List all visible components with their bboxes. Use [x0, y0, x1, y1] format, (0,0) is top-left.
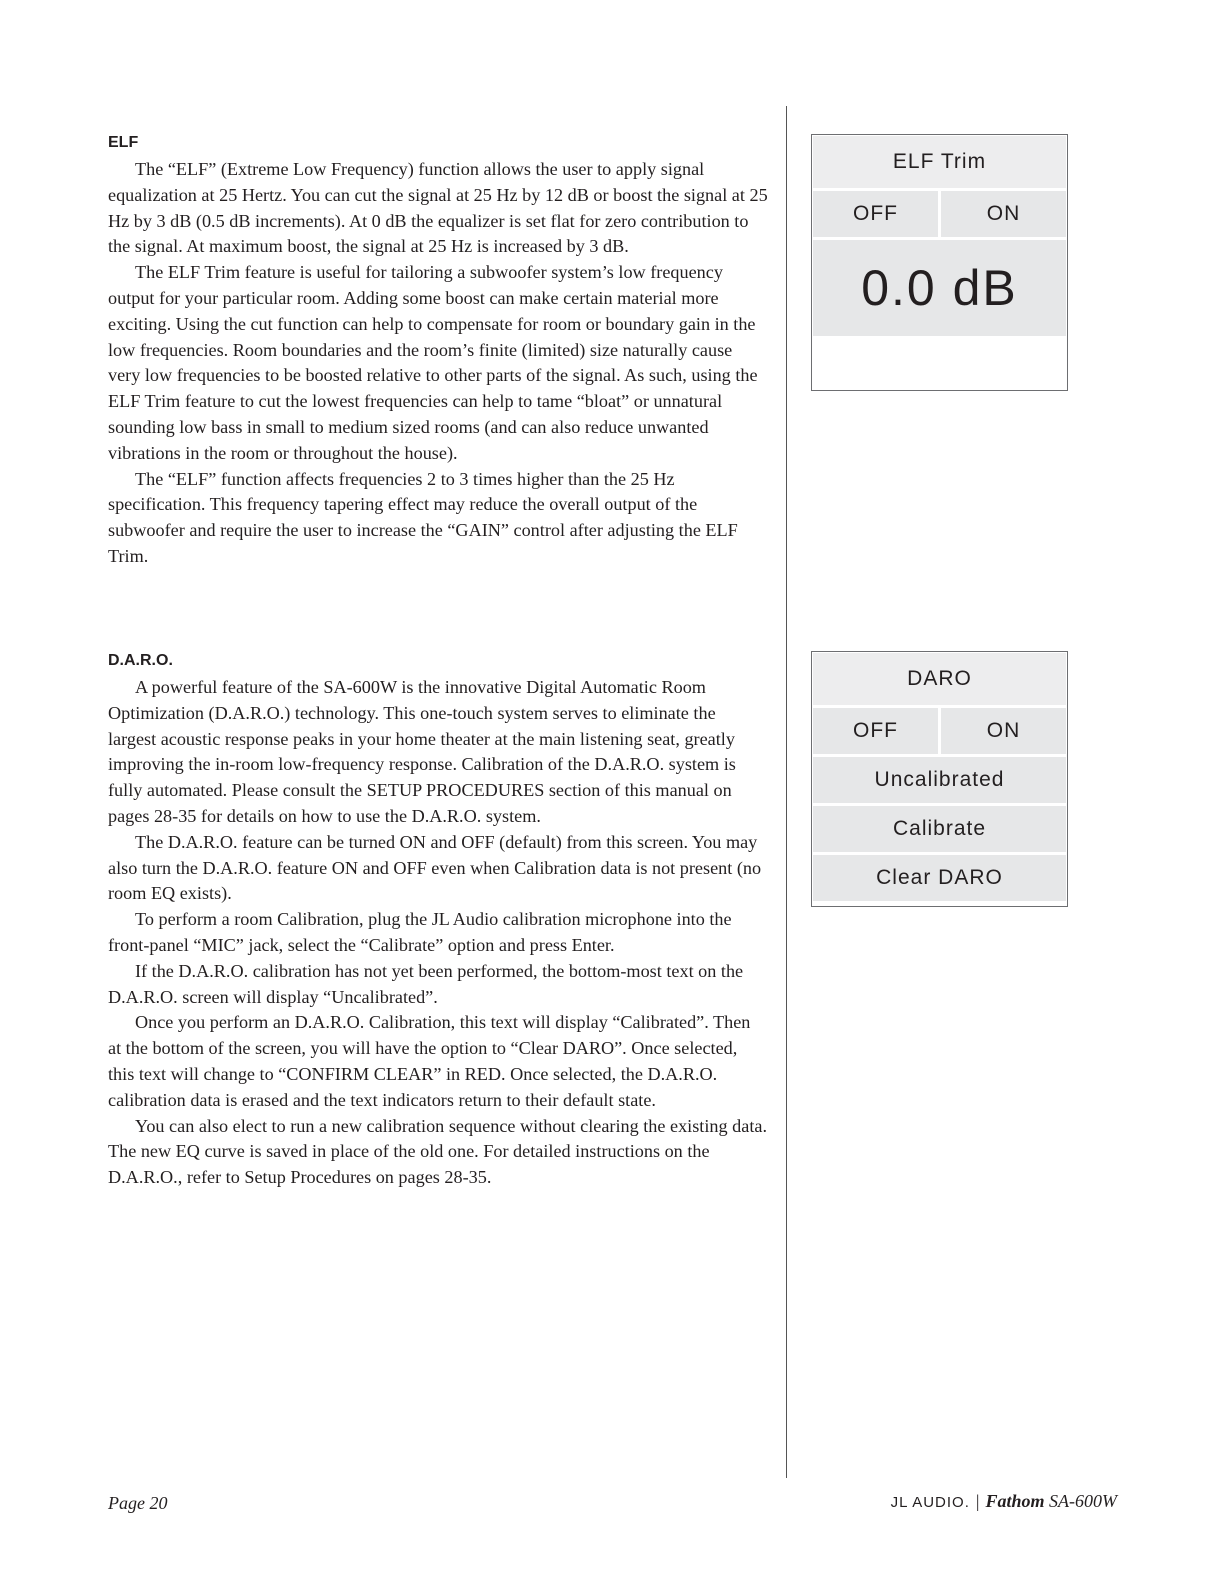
daro-calibrate-option: Calibrate: [813, 806, 1066, 852]
footer-brand: [891, 1491, 1117, 1512]
column-divider: [786, 106, 787, 1478]
elf-heading: ELF: [108, 134, 139, 151]
product-family: Fathom: [985, 1491, 1045, 1511]
elf-section: [108, 133, 768, 570]
daro-paragraph: If the D.A.R.O. calibration has not yet been performed, the bottom-most text on the D.A.R.O. screen will display “Uncalibrated”.: [108, 960, 744, 1007]
daro-clear-option: Clear DARO: [813, 855, 1066, 901]
elf-blank-row: [813, 339, 1066, 389]
daro-paragraph: Once you perform an D.A.R.O. Calibration, this text will display “Calibrated”. Then at the bottom of the screen, you will have the option to “Clear DARO”. Once selected, this text will change to “CONFIRM CLEAR” in RED. Once selected, the D.A.R.O. calibration data is erased and the text indicators return to their default state.: [108, 1012, 751, 1110]
elf-on-option: ON: [941, 191, 1066, 237]
elf-paragraph: The ELF Trim feature is useful for tailoring a subwoofer system’s low frequency output for your particular room. Adding some boost can make certain material more exciting. Using the cut function can help to compensate for room or boundary gain in the low frequencies. Room boundaries and the room’s finite (limited) size naturally cause very low frequencies to be boosted relative to other parts of the signal. As such, using the ELF Trim feature to cut the lowest frequencies can help to tame “bloat” or unnatural sounding low bass in small to medium sized rooms (and can also reduce unwanted vibrations in the room or throughout the house).: [108, 262, 758, 463]
elf-off-option: OFF: [813, 191, 938, 237]
elf-paragraph: The “ELF” function affects frequencies 2 to 3 times higher than the 25 Hz specification. This frequency tapering effect may reduce the overall output of the subwoofer and require the user to increase the “GAIN” control after adjusting the ELF Trim.: [108, 468, 738, 566]
footer-separator: |: [975, 1491, 980, 1511]
daro-screen: [811, 651, 1068, 907]
page-number: Page 20: [108, 1493, 168, 1513]
product-name: [985, 1491, 1117, 1512]
elf-trim-screen: [811, 134, 1068, 391]
daro-paragraph: The D.A.R.O. feature can be turned ON and OFF (default) from this screen. You may also turn the D.A.R.O. feature ON and OFF even when Calibration data is not present (no room EQ exists).: [108, 831, 762, 904]
daro-paragraph: To perform a room Calibration, plug the JL Audio calibration microphone into the front-panel “MIC” jack, select the “Calibrate” option and press Enter.: [108, 909, 732, 955]
product-model: SA-600W: [1049, 1491, 1117, 1511]
daro-section: [108, 651, 768, 1191]
daro-off-option: OFF: [813, 708, 938, 754]
jl-audio-logo: JL AUDIO.: [890, 1494, 970, 1511]
daro-paragraph: You can also elect to run a new calibration sequence without clearing the existing data. The new EQ curve is saved in place of the old one. For detailed instructions on the D.A.R.O., refer to Setup Procedures on pages 28-35.: [108, 1115, 767, 1188]
daro-on-option: ON: [941, 708, 1066, 754]
daro-title: DARO: [813, 653, 1066, 705]
daro-status: Uncalibrated: [813, 757, 1066, 803]
elf-trim-value: 0.0 dB: [813, 240, 1066, 336]
daro-paragraph: A powerful feature of the SA-600W is the innovative Digital Automatic Room Optimization (D.A.R.O.) technology. This one-touch system serves to eliminate the largest acoustic response peaks in your home theater at the main listening seat, greatly improving the in-room low-frequency response. Calibration of the D.A.R.O. system is fully automated. Please consult the SETUP PROCEDURES section of this manual on pages 28-35 for details on how to use the D.A.R.O. system.: [108, 677, 736, 826]
daro-heading: D.A.R.O.: [108, 652, 173, 669]
elf-trim-title: ELF Trim: [813, 136, 1066, 188]
elf-paragraph: The “ELF” (Extreme Low Frequency) function allows the user to apply signal equalization at 25 Hertz. You can cut the signal at 25 Hz by 12 dB or boost the signal at 25 Hz by 3 dB (0.5 dB increments). At 0 dB the equalizer is set flat for zero contribution to the signal. At maximum boost, the signal at 25 Hz is increased by 3 dB.: [108, 159, 768, 257]
